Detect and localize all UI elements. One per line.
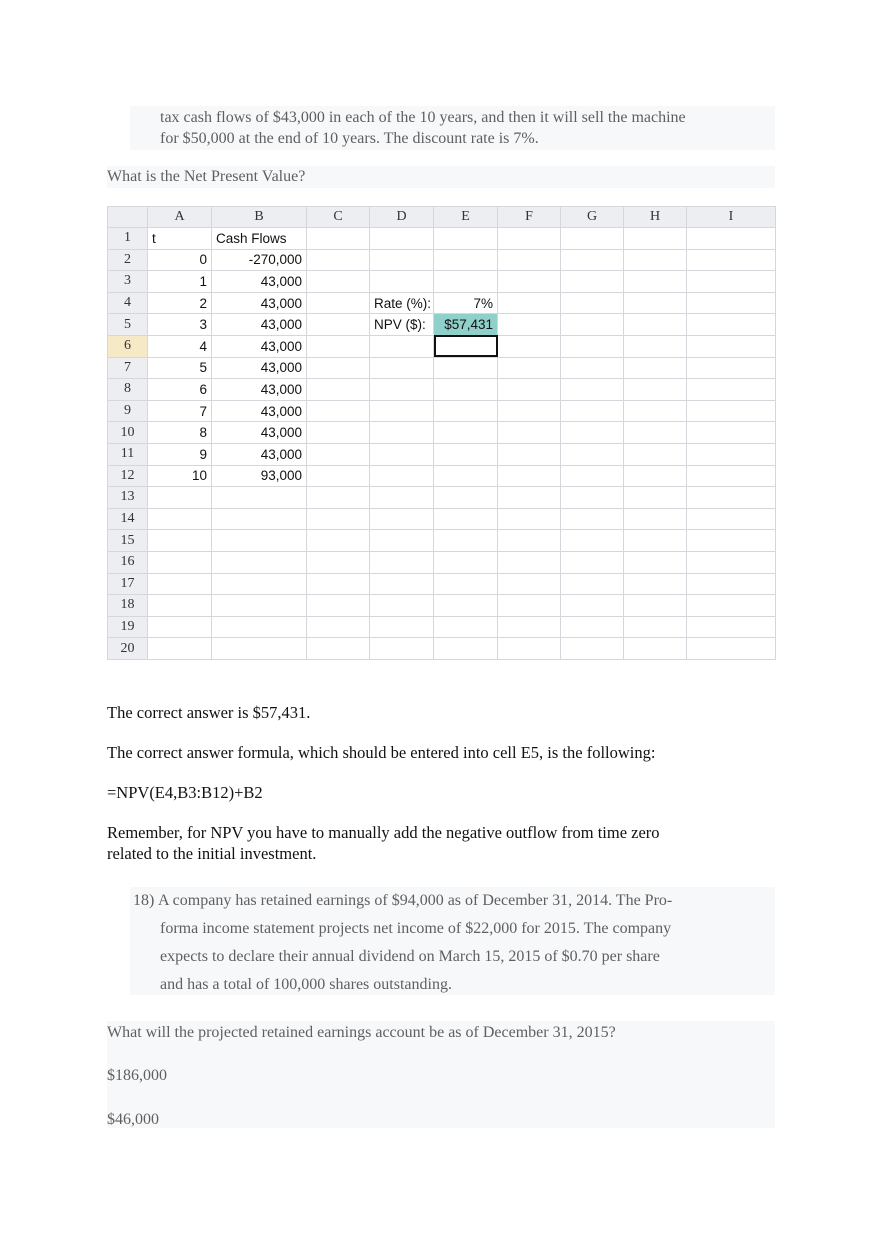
cell-a3[interactable]: 1 [148,271,212,293]
corner-cell[interactable] [108,207,148,228]
cell-b3[interactable]: 43,000 [212,271,307,293]
cell-a9[interactable]: 7 [148,400,212,422]
cell-f4[interactable] [498,292,561,314]
cell-e16[interactable] [434,551,498,573]
cell-d2[interactable] [370,249,434,271]
cell-d11[interactable] [370,443,434,465]
cell-c9[interactable] [307,400,370,422]
spreadsheet [107,206,775,656]
cell-g8[interactable] [561,379,624,401]
sheet-row [108,508,776,530]
row-header[interactable]: 15 [108,530,148,552]
cell-f7[interactable] [498,357,561,379]
answer-text: The correct answer is $57,431. [107,703,311,722]
question-2: What will the projected retained earnings account be as of December 31, 2015? [107,1024,616,1041]
cell-b1[interactable]: Cash Flows [212,228,307,250]
cell-d19[interactable] [370,616,434,638]
cell-b10[interactable]: 43,000 [212,422,307,444]
cell-i3[interactable] [687,271,776,293]
cell-e1[interactable] [434,228,498,250]
cell-g11[interactable] [561,443,624,465]
cell-f11[interactable] [498,443,561,465]
cell-c3[interactable] [307,271,370,293]
cell-e17[interactable] [434,573,498,595]
cell-g2[interactable] [561,249,624,271]
cell-i1[interactable] [687,228,776,250]
cell-a2[interactable]: 0 [148,249,212,271]
cell-b16[interactable] [212,551,307,573]
cell-d18[interactable] [370,595,434,617]
row-header[interactable]: 20 [108,638,148,660]
cell-b14[interactable] [212,508,307,530]
cell-f1[interactable] [498,228,561,250]
cell-e14[interactable] [434,508,498,530]
cell-c19[interactable] [307,616,370,638]
cell-a7[interactable]: 5 [148,357,212,379]
cell-f6[interactable] [498,335,561,357]
row-header[interactable]: 11 [108,443,148,465]
question-18-line-4: and has a total of 100,000 shares outstanding. [160,976,452,993]
remember-line-1: Remember, for NPV you have to manually add the negative outflow from time zero [107,823,660,842]
cell-c4[interactable] [307,292,370,314]
cell-b2[interactable]: -270,000 [212,249,307,271]
row-header[interactable]: 18 [108,595,148,617]
cell-c13[interactable] [307,487,370,509]
cell-f12[interactable] [498,465,561,487]
cell-g15[interactable] [561,530,624,552]
column-header-a[interactable]: A [148,207,212,228]
cell-d13[interactable] [370,487,434,509]
cell-b4[interactable]: 43,000 [212,292,307,314]
cell-a19[interactable] [148,616,212,638]
cell-h17[interactable] [624,573,687,595]
cell-e3[interactable] [434,271,498,293]
cell-e18[interactable] [434,595,498,617]
question-18-number: 18) [133,892,155,909]
cell-i16[interactable] [687,551,776,573]
cell-a16[interactable] [148,551,212,573]
cell-g1[interactable] [561,228,624,250]
cell-h5[interactable] [624,314,687,336]
cell-d10[interactable] [370,422,434,444]
cell-d16[interactable] [370,551,434,573]
cell-i13[interactable] [687,487,776,509]
cell-b12[interactable]: 93,000 [212,465,307,487]
cell-i9[interactable] [687,400,776,422]
cell-a5[interactable]: 3 [148,314,212,336]
row-header[interactable]: 6 [108,335,148,357]
cell-c10[interactable] [307,422,370,444]
cell-a6[interactable]: 4 [148,335,212,357]
intro-line-2: for $50,000 at the end of 10 years. The discount rate is 7%. [160,130,539,147]
cell-d20[interactable] [370,638,434,660]
cell-f10[interactable] [498,422,561,444]
cell-g6[interactable] [561,335,624,357]
cell-h4[interactable] [624,292,687,314]
intro-paragraph [130,106,775,150]
cell-h19[interactable] [624,616,687,638]
cell-b5[interactable]: 43,000 [212,314,307,336]
row-header[interactable]: 13 [108,487,148,509]
cell-g3[interactable] [561,271,624,293]
cell-e11[interactable] [434,443,498,465]
cell-c20[interactable] [307,638,370,660]
sheet-row [108,292,776,314]
sheet-row [108,530,776,552]
cell-b15[interactable] [212,530,307,552]
cell-g20[interactable] [561,638,624,660]
row-header[interactable]: 16 [108,551,148,573]
cell-a18[interactable] [148,595,212,617]
cell-e7[interactable] [434,357,498,379]
row-header[interactable]: 12 [108,465,148,487]
column-header-e[interactable]: E [434,207,498,228]
cell-d4[interactable]: Rate (%): [370,292,434,314]
cell-e5[interactable]: $57,431 [434,314,498,336]
column-header-row [108,207,776,228]
cell-e13[interactable] [434,487,498,509]
cell-h13[interactable] [624,487,687,509]
cell-c14[interactable] [307,508,370,530]
sheet-row [108,314,776,336]
option-1[interactable]: $186,000 [107,1067,167,1084]
cell-b11[interactable]: 43,000 [212,443,307,465]
question-18-line-2: forma income statement projects net income of $22,000 for 2015. The company [160,920,672,937]
column-header-d[interactable]: D [370,207,434,228]
cell-e20[interactable] [434,638,498,660]
row-header[interactable]: 2 [108,249,148,271]
cell-e19[interactable] [434,616,498,638]
cell-i5[interactable] [687,314,776,336]
cell-c2[interactable] [307,249,370,271]
row-header[interactable]: 10 [108,422,148,444]
row-header[interactable]: 19 [108,616,148,638]
cell-h9[interactable] [624,400,687,422]
column-header-h[interactable]: H [624,207,687,228]
cell-g12[interactable] [561,465,624,487]
cell-h1[interactable] [624,228,687,250]
cell-d8[interactable] [370,379,434,401]
row-header[interactable]: 3 [108,271,148,293]
cell-h20[interactable] [624,638,687,660]
cell-a20[interactable] [148,638,212,660]
cell-f20[interactable] [498,638,561,660]
sheet-row [108,616,776,638]
cell-a14[interactable] [148,508,212,530]
sheet-row [108,249,776,271]
cell-d15[interactable] [370,530,434,552]
cell-h11[interactable] [624,443,687,465]
cell-g19[interactable] [561,616,624,638]
sheet-row [108,271,776,293]
row-header[interactable]: 17 [108,573,148,595]
cell-e6[interactable] [434,335,498,357]
cell-i8[interactable] [687,379,776,401]
column-header-g[interactable]: G [561,207,624,228]
cell-i7[interactable] [687,357,776,379]
question-1: What is the Net Present Value? [107,168,306,185]
cell-c6[interactable] [307,335,370,357]
cell-f14[interactable] [498,508,561,530]
cell-h12[interactable] [624,465,687,487]
cell-g14[interactable] [561,508,624,530]
cell-c5[interactable] [307,314,370,336]
cell-g13[interactable] [561,487,624,509]
cell-i20[interactable] [687,638,776,660]
cell-i10[interactable] [687,422,776,444]
cell-i6[interactable] [687,335,776,357]
sheet-row [108,595,776,617]
cell-i4[interactable] [687,292,776,314]
cell-c1[interactable] [307,228,370,250]
sheet-row [108,573,776,595]
sheet-row [108,335,776,357]
cell-i17[interactable] [687,573,776,595]
column-header-c[interactable]: C [307,207,370,228]
cell-h16[interactable] [624,551,687,573]
cell-f5[interactable] [498,314,561,336]
cell-c16[interactable] [307,551,370,573]
cell-i11[interactable] [687,443,776,465]
cell-g7[interactable] [561,357,624,379]
cell-b20[interactable] [212,638,307,660]
sheet-row [108,422,776,444]
option-2[interactable]: $46,000 [107,1111,159,1128]
cell-h15[interactable] [624,530,687,552]
cell-e10[interactable] [434,422,498,444]
row-header[interactable]: 4 [108,292,148,314]
cell-a17[interactable] [148,573,212,595]
cell-f2[interactable] [498,249,561,271]
row-header[interactable]: 7 [108,357,148,379]
cell-d3[interactable] [370,271,434,293]
cell-d17[interactable] [370,573,434,595]
cell-i15[interactable] [687,530,776,552]
cell-d5[interactable]: NPV ($): [370,314,434,336]
cell-a11[interactable]: 9 [148,443,212,465]
cell-b19[interactable] [212,616,307,638]
question-18-line-3: expects to declare their annual dividend on March 15, 2015 of $0.70 per share [160,948,660,965]
cell-h7[interactable] [624,357,687,379]
cell-g5[interactable] [561,314,624,336]
cell-h18[interactable] [624,595,687,617]
cell-b17[interactable] [212,573,307,595]
cell-a12[interactable]: 10 [148,465,212,487]
cell-c18[interactable] [307,595,370,617]
sheet-row [108,487,776,509]
cell-b7[interactable]: 43,000 [212,357,307,379]
cell-a13[interactable] [148,487,212,509]
cell-d6[interactable] [370,335,434,357]
sheet-row [108,379,776,401]
cell-h3[interactable] [624,271,687,293]
formula-intro: The correct answer formula, which should be entered into cell E5, is the following: [107,743,656,762]
cell-d1[interactable] [370,228,434,250]
cell-h10[interactable] [624,422,687,444]
question-1-row [107,166,775,188]
cell-b8[interactable]: 43,000 [212,379,307,401]
cell-g10[interactable] [561,422,624,444]
sheet-row [108,443,776,465]
formula-text: =NPV(E4,B3:B12)+B2 [107,783,263,802]
cell-i14[interactable] [687,508,776,530]
cell-d12[interactable] [370,465,434,487]
cell-c8[interactable] [307,379,370,401]
row-header[interactable]: 5 [108,314,148,336]
cell-d7[interactable] [370,357,434,379]
cell-c7[interactable] [307,357,370,379]
cell-i18[interactable] [687,595,776,617]
row-header[interactable]: 1 [108,228,148,250]
cell-a8[interactable]: 6 [148,379,212,401]
cell-f9[interactable] [498,400,561,422]
cell-g4[interactable] [561,292,624,314]
question-18 [130,887,775,995]
sheet-row [108,228,776,250]
cell-f3[interactable] [498,271,561,293]
sheet-row [108,465,776,487]
cell-e15[interactable] [434,530,498,552]
cell-g17[interactable] [561,573,624,595]
cell-i12[interactable] [687,465,776,487]
cell-c11[interactable] [307,443,370,465]
cell-i2[interactable] [687,249,776,271]
cell-g16[interactable] [561,551,624,573]
cell-h14[interactable] [624,508,687,530]
cell-b18[interactable] [212,595,307,617]
cell-f13[interactable] [498,487,561,509]
row-header[interactable]: 8 [108,379,148,401]
cell-b6[interactable]: 43,000 [212,335,307,357]
cell-a1[interactable]: t [148,228,212,250]
cell-c15[interactable] [307,530,370,552]
cell-a15[interactable] [148,530,212,552]
cell-b13[interactable] [212,487,307,509]
sheet-row [108,551,776,573]
cell-f19[interactable] [498,616,561,638]
cell-e4[interactable]: 7% [434,292,498,314]
cell-e8[interactable] [434,379,498,401]
cell-h6[interactable] [624,335,687,357]
cell-f17[interactable] [498,573,561,595]
sheet-row [108,357,776,379]
cell-e9[interactable] [434,400,498,422]
question-18-line-1: A company has retained earnings of $94,000 as of December 31, 2014. The Pro- [158,892,673,909]
cell-d9[interactable] [370,400,434,422]
column-header-b[interactable]: B [212,207,307,228]
cell-c17[interactable] [307,573,370,595]
cell-g9[interactable] [561,400,624,422]
question-2-block [107,1021,775,1128]
cell-c12[interactable] [307,465,370,487]
cell-a10[interactable]: 8 [148,422,212,444]
cell-f15[interactable] [498,530,561,552]
cell-d14[interactable] [370,508,434,530]
cell-b9[interactable]: 43,000 [212,400,307,422]
sheet-row [108,400,776,422]
cell-f16[interactable] [498,551,561,573]
cell-g18[interactable] [561,595,624,617]
cell-e12[interactable] [434,465,498,487]
cell-i19[interactable] [687,616,776,638]
remember-line-2: related to the initial investment. [107,844,317,863]
cell-h2[interactable] [624,249,687,271]
column-header-i[interactable]: I [687,207,776,228]
row-header[interactable]: 9 [108,400,148,422]
cell-e2[interactable] [434,249,498,271]
cell-h8[interactable] [624,379,687,401]
cell-f18[interactable] [498,595,561,617]
row-header[interactable]: 14 [108,508,148,530]
cell-a4[interactable]: 2 [148,292,212,314]
column-header-f[interactable]: F [498,207,561,228]
sheet-row [108,638,776,660]
intro-line-1: tax cash flows of $43,000 in each of the 10 years, and then it will sell the machine [160,109,686,126]
cell-f8[interactable] [498,379,561,401]
